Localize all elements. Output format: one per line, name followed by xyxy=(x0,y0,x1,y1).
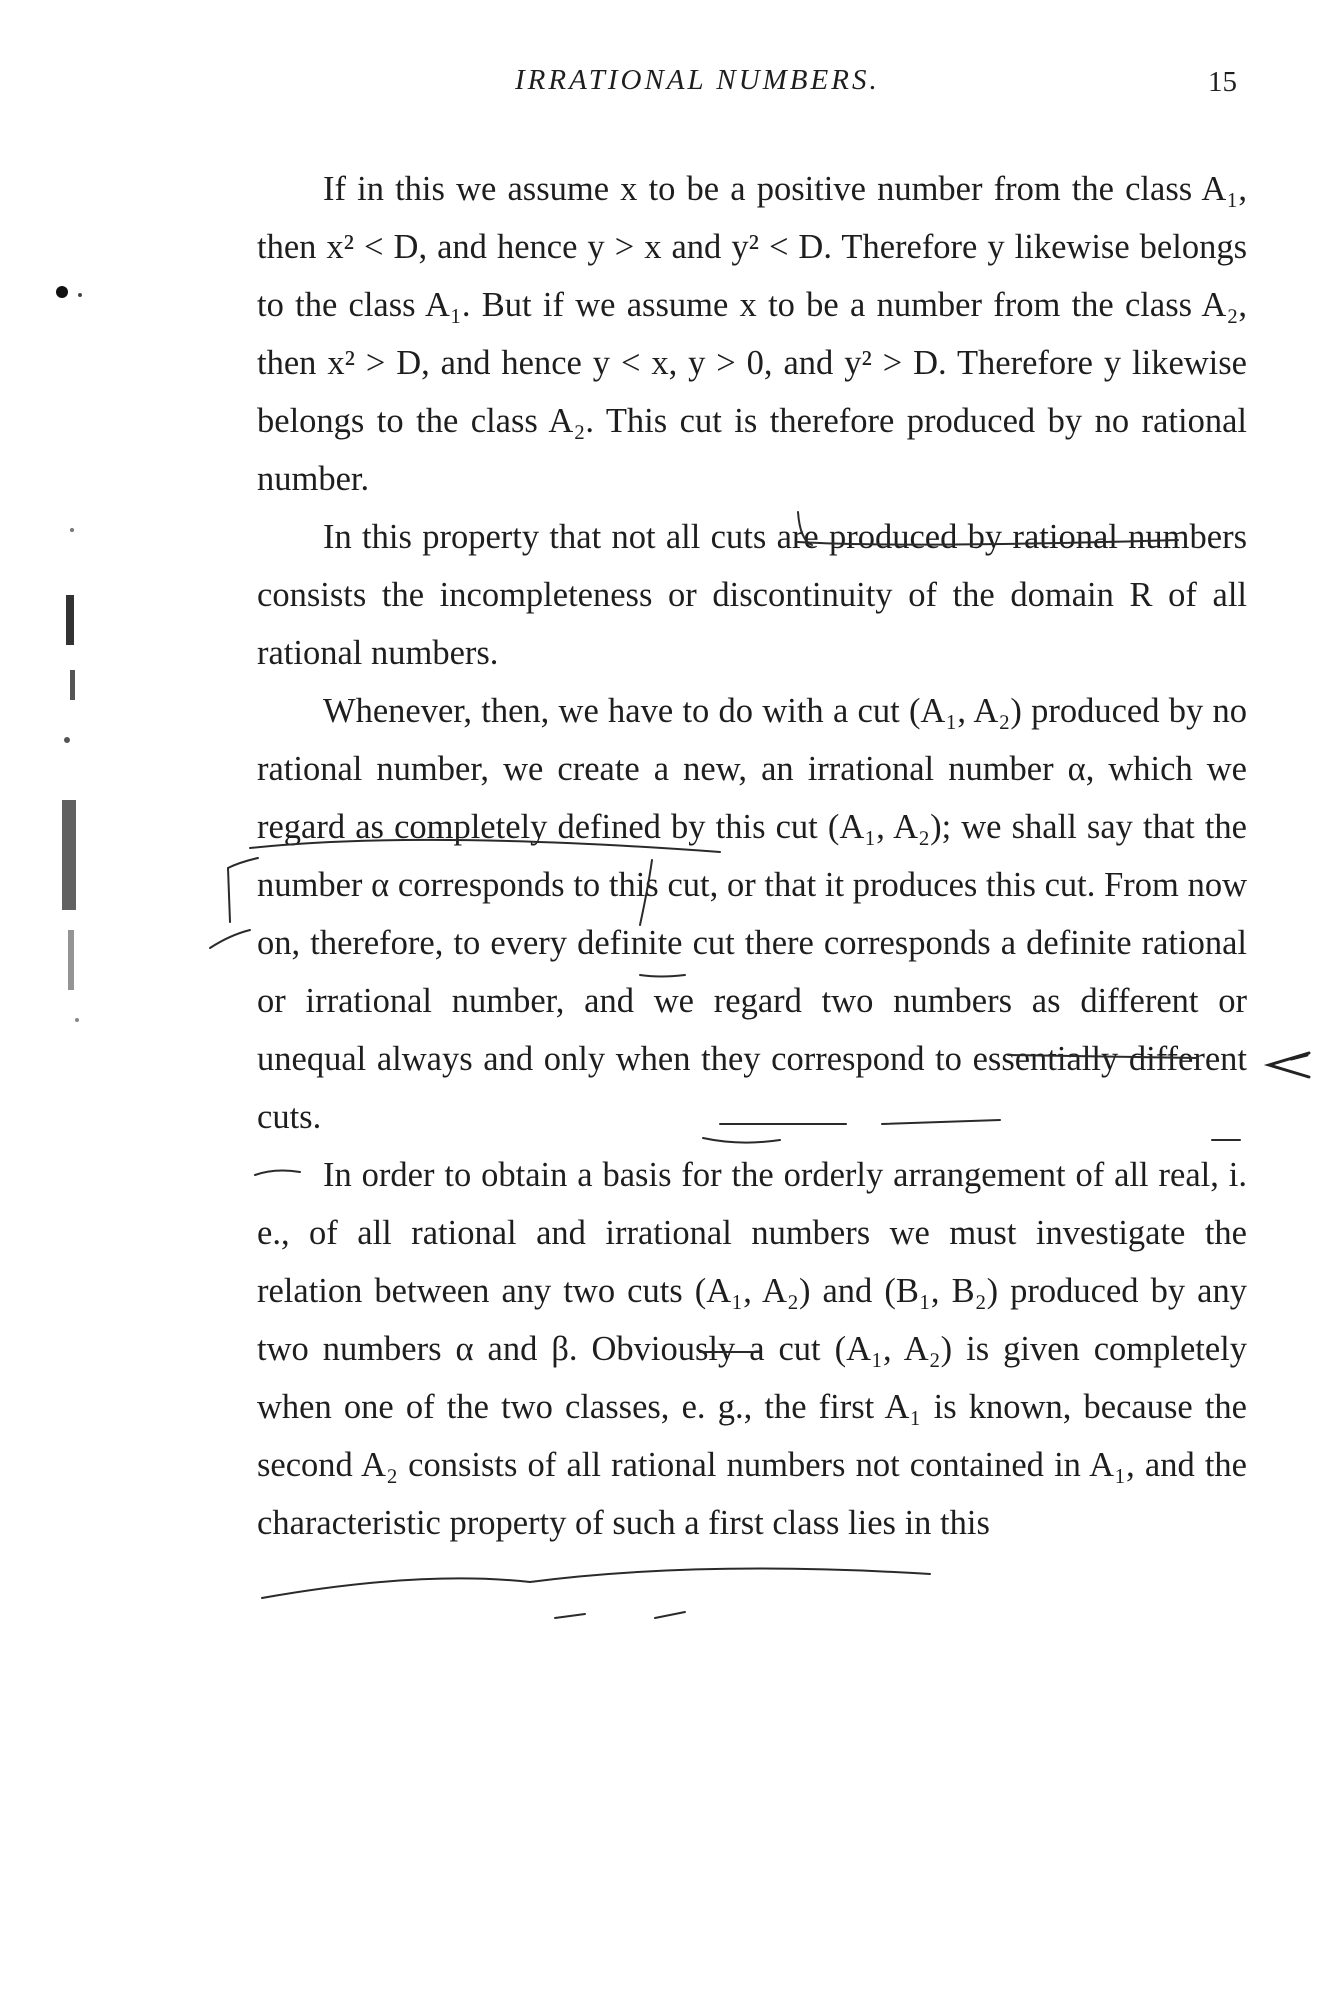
running-title: IRRATIONAL NUMBERS. xyxy=(515,64,880,96)
paragraph: In this property that not all cuts are produced by rational numbers consists the incompleteness or discontinuity of the domain R of all rational numbers. xyxy=(257,518,1247,672)
margin-arrow-icon xyxy=(1261,1047,1313,1081)
page-number: 15 xyxy=(1208,66,1237,98)
paragraph: Whenever, then, we have to do with a cut (A₁, A₂) produced by no rational number, we create a new, an irrational number α, which we regard as completely defined by this cut (A₁, A₂); we shall say that the number α corresponds to this cut, or that it produces this cut. From now on, therefore, to every definite cut there corresponds a definite rational or irrational number, and we regard two numbers as different or unequal always and only when they correspond to essentially different cuts. xyxy=(257,692,1247,1136)
paragraph: If in this we assume x to be a positive number from the class A₁, then x² < D, and hence y > x and y² < D. Therefore y likewise belongs to the class A₁. But if we assume x to be a number from the class A₂, then x² > D, and hence y < x, y > 0, and y² > D. Therefore y likewise belongs to the class A₂. This cut is therefore produced by no rational number. xyxy=(257,170,1247,498)
body-text xyxy=(257,160,1247,1552)
page-header xyxy=(0,56,1335,106)
margin-speckle-marks xyxy=(22,200,92,1100)
paragraph: In order to obtain a basis for the orderly arrangement of all real, i. e., of all rational and irrational numbers we must investigate the relation between any two cuts (A₁, A₂) and (B₁, B₂) produced by any two numbers α and β. Obviously a cut (A₁, A₂) is given completely when one of the two classes, e. g., the first A₁ is known, because the second A₂ consists of all rational numbers not contained in A₁, and the characteristic property of such a first class lies in this xyxy=(257,1156,1247,1542)
